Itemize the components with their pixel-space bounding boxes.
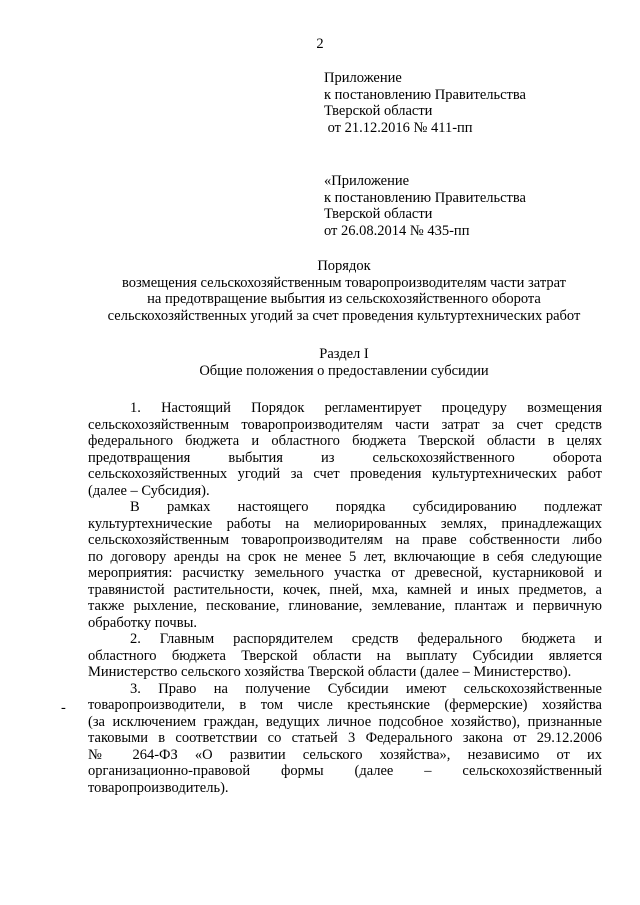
document-title [70, 258, 618, 324]
title-line: возмещения сельскохозяйственным товаропроизводителям части затрат [122, 274, 566, 291]
title-line: сельскохозяйственных угодий за счет проведения культуртехнических работ [107, 307, 581, 324]
paragraph-3 [88, 631, 602, 681]
text-line: таковыми в соответствии со статьей 3 Федерального закона от 29.12.2006 [88, 730, 602, 746]
section-title: Общие положения о предоставлении субсидии [199, 362, 489, 379]
header-line: Приложение [324, 70, 402, 86]
header-line: к постановлению Правительства [324, 86, 526, 103]
appendix-header [324, 70, 624, 136]
text-line: В рамках настоящего порядка субсидированию подлежат [130, 499, 602, 515]
paragraph-1 [88, 400, 602, 499]
text-line: областного бюджета Тверской области на выплату Субсидии является [88, 647, 602, 664]
text-line: сельскохозяйственных угодий за счет проведения культуртехнических работ [88, 466, 602, 482]
text-line: (далее – Субсидия). [88, 482, 210, 499]
text-line: по договору аренды на срок не менее 5 лет, включающие в себя следующие [88, 548, 602, 565]
text-line: (за исключением граждан, ведущих личное подсобное хозяйство), признанные [88, 713, 602, 730]
text-line: обработку почвы. [88, 614, 197, 631]
text-line: также рыхление, пескование, глинование, землевание, плантаж и первичную [88, 598, 602, 614]
text-line: организационно-правовой формы (далее – сельскохозяйственный [88, 763, 602, 779]
document-body [88, 400, 602, 796]
text-line: 2. Главным распорядителем средств федерального бюджета и [130, 631, 602, 647]
margin-mark: - [61, 700, 66, 716]
header-line: Тверской области [324, 103, 433, 119]
header-line: от 26.08.2014 № 435-пп [324, 222, 470, 239]
section-label: Раздел I [319, 346, 369, 362]
text-line: травянистой растительности, кочек, пней, мха, камней и иных предметов, а [88, 581, 602, 598]
text-line: товаропроизводители, в том числе крестьянские (фермерские) хозяйства [88, 697, 602, 713]
text-line: культуртехнические работы на мелиорированных землях, принадлежащих [88, 515, 602, 532]
header-line: от 21.12.2016 № 411-пп [324, 119, 473, 136]
section-heading [70, 346, 618, 379]
text-line: товаропроизводитель). [88, 779, 229, 796]
text-line: федерального бюджета и областного бюджета Тверской области в целях [88, 433, 602, 449]
appendix-header-quoted [324, 173, 624, 239]
header-line: «Приложение [324, 173, 410, 189]
title-line: на предотвращение выбытия из сельскохозяйственного оборота [147, 291, 541, 307]
title-line: Порядок [317, 258, 371, 274]
paragraph-2 [88, 499, 602, 631]
text-line: сельскохозяйственным товаропроизводителям части затрат за счет средств [88, 416, 602, 433]
text-line: № 264-ФЗ «О развитии сельского хозяйства», независимо от их [88, 746, 602, 763]
text-line: предотвращения выбытия из сельскохозяйственного оборота [88, 449, 602, 466]
text-line: мероприятия: расчистку земельного участка от древесной, кустарниковой и [88, 565, 602, 581]
text-line: 1. Настоящий Порядок регламентирует процедуру возмещения [130, 400, 602, 416]
paragraph-4 [88, 681, 602, 797]
header-line: к постановлению Правительства [324, 189, 526, 206]
text-line: Министерство сельского хозяйства Тверской области (далее – Министерство). [88, 664, 572, 680]
text-line: 3. Право на получение Субсидии имеют сельскохозяйственные [130, 680, 602, 697]
page-number: 2 [316, 36, 324, 52]
header-line: Тверской области [324, 206, 433, 222]
text-line: сельскохозяйственным товаропроизводителям на праве собственности либо [88, 532, 602, 548]
